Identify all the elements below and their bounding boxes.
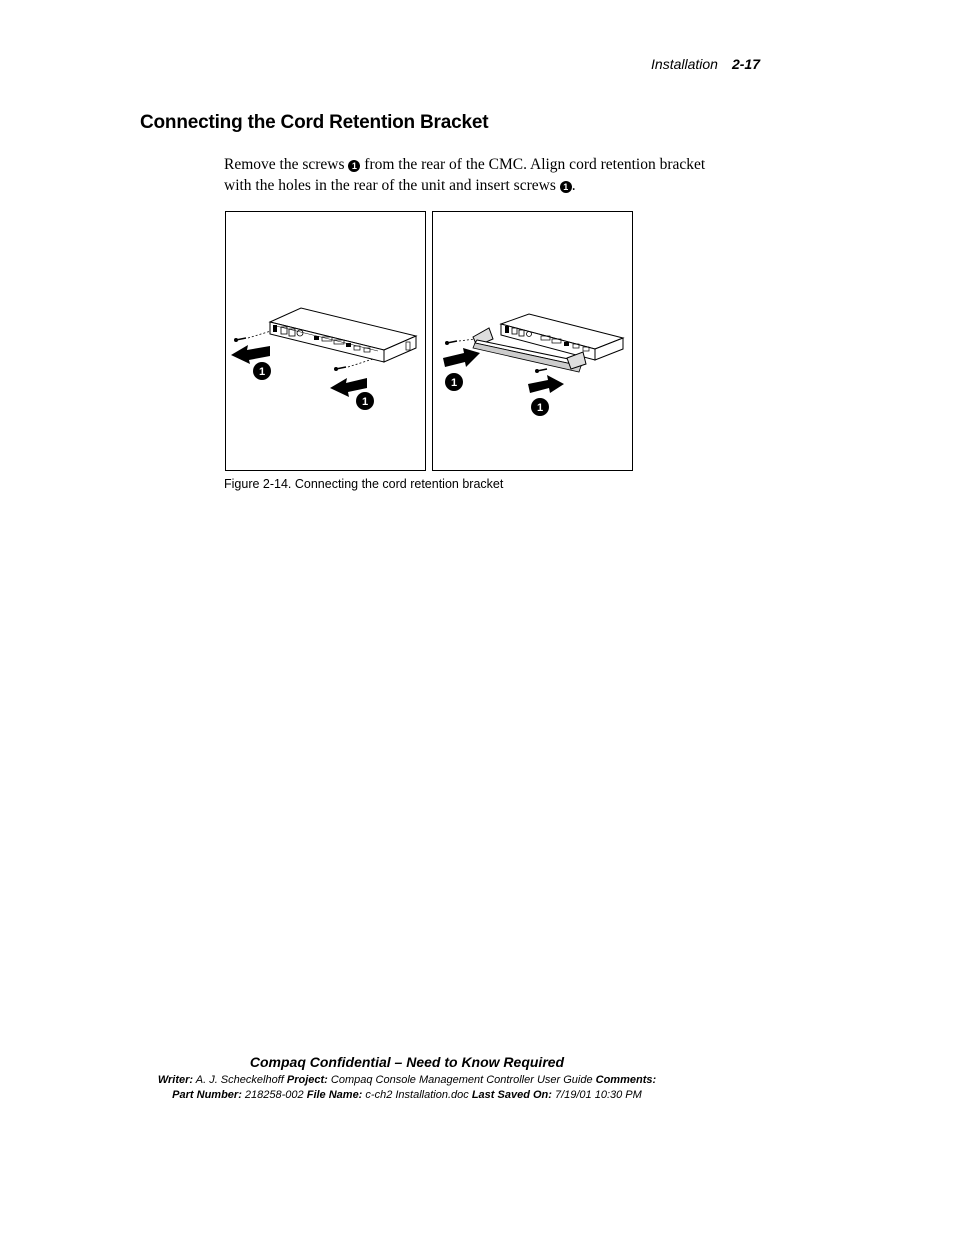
- writer-value: A. J. Scheckelhoff: [195, 1074, 284, 1086]
- section-title: Connecting the Cord Retention Bracket: [140, 112, 489, 133]
- last-saved-label: Last Saved On:: [471, 1089, 552, 1101]
- body-paragraph: [224, 154, 724, 196]
- figure-panel-remove-screws: [225, 211, 426, 471]
- arrow-left-icon: [231, 345, 270, 364]
- callout-bullet-icon: 1: [348, 160, 360, 172]
- figure-panel-insert-screws: [432, 211, 633, 471]
- project-value: Compaq Console Management Controller User Guide: [330, 1074, 593, 1086]
- header-page-number: 2-17: [731, 56, 760, 72]
- arrow-right-icon: [528, 375, 564, 393]
- writer-label: Writer:: [157, 1074, 194, 1086]
- arrow-right-icon: [443, 348, 480, 367]
- project-label: Project:: [286, 1074, 328, 1086]
- body-text-part2: from the rear of the CMC. Align cord retention bracket with the holes in the rear of the unit and insert screws: [224, 156, 706, 194]
- last-saved-value: 7/19/01 10:30 PM: [554, 1089, 642, 1101]
- running-header: [651, 56, 760, 72]
- body-text-part1: Remove the screws: [224, 156, 345, 173]
- callout-bullet-icon: 1: [560, 181, 572, 193]
- cmc-unit-illustration: [270, 308, 416, 362]
- screw-icon: [535, 369, 547, 373]
- part-number-label: Part Number:: [172, 1089, 242, 1101]
- screw-icon: [445, 341, 457, 345]
- screw-icon: [334, 367, 346, 371]
- comments-label: Comments:: [595, 1074, 657, 1086]
- body-text-part3: .: [571, 177, 576, 194]
- remove-screws-illustration: [226, 212, 425, 470]
- confidential-notice: Compaq Confidential – Need to Know Required: [249, 1054, 565, 1070]
- footer-line-2: [0, 1088, 814, 1103]
- callout-1-icon: [531, 398, 549, 416]
- svg-text:1: 1: [450, 377, 458, 389]
- document-footer: [0, 1054, 814, 1103]
- footer-line-1: [0, 1073, 814, 1088]
- svg-text:1: 1: [361, 396, 369, 408]
- svg-text:1: 1: [536, 402, 544, 414]
- callout-1-icon: [253, 362, 271, 380]
- file-name-label: File Name:: [306, 1089, 363, 1101]
- header-section: Installation: [651, 56, 718, 72]
- figure-caption: Figure 2-14. Connecting the cord retention bracket: [224, 477, 504, 491]
- callout-1-icon: [445, 373, 463, 391]
- screw-icon: [234, 338, 246, 342]
- part-number-value: 218258-002: [244, 1089, 304, 1101]
- insert-screws-illustration: [433, 212, 632, 470]
- svg-text:1: 1: [258, 366, 266, 378]
- callout-1-icon: [356, 392, 374, 410]
- file-name-value: c-ch2 Installation.doc: [365, 1089, 469, 1101]
